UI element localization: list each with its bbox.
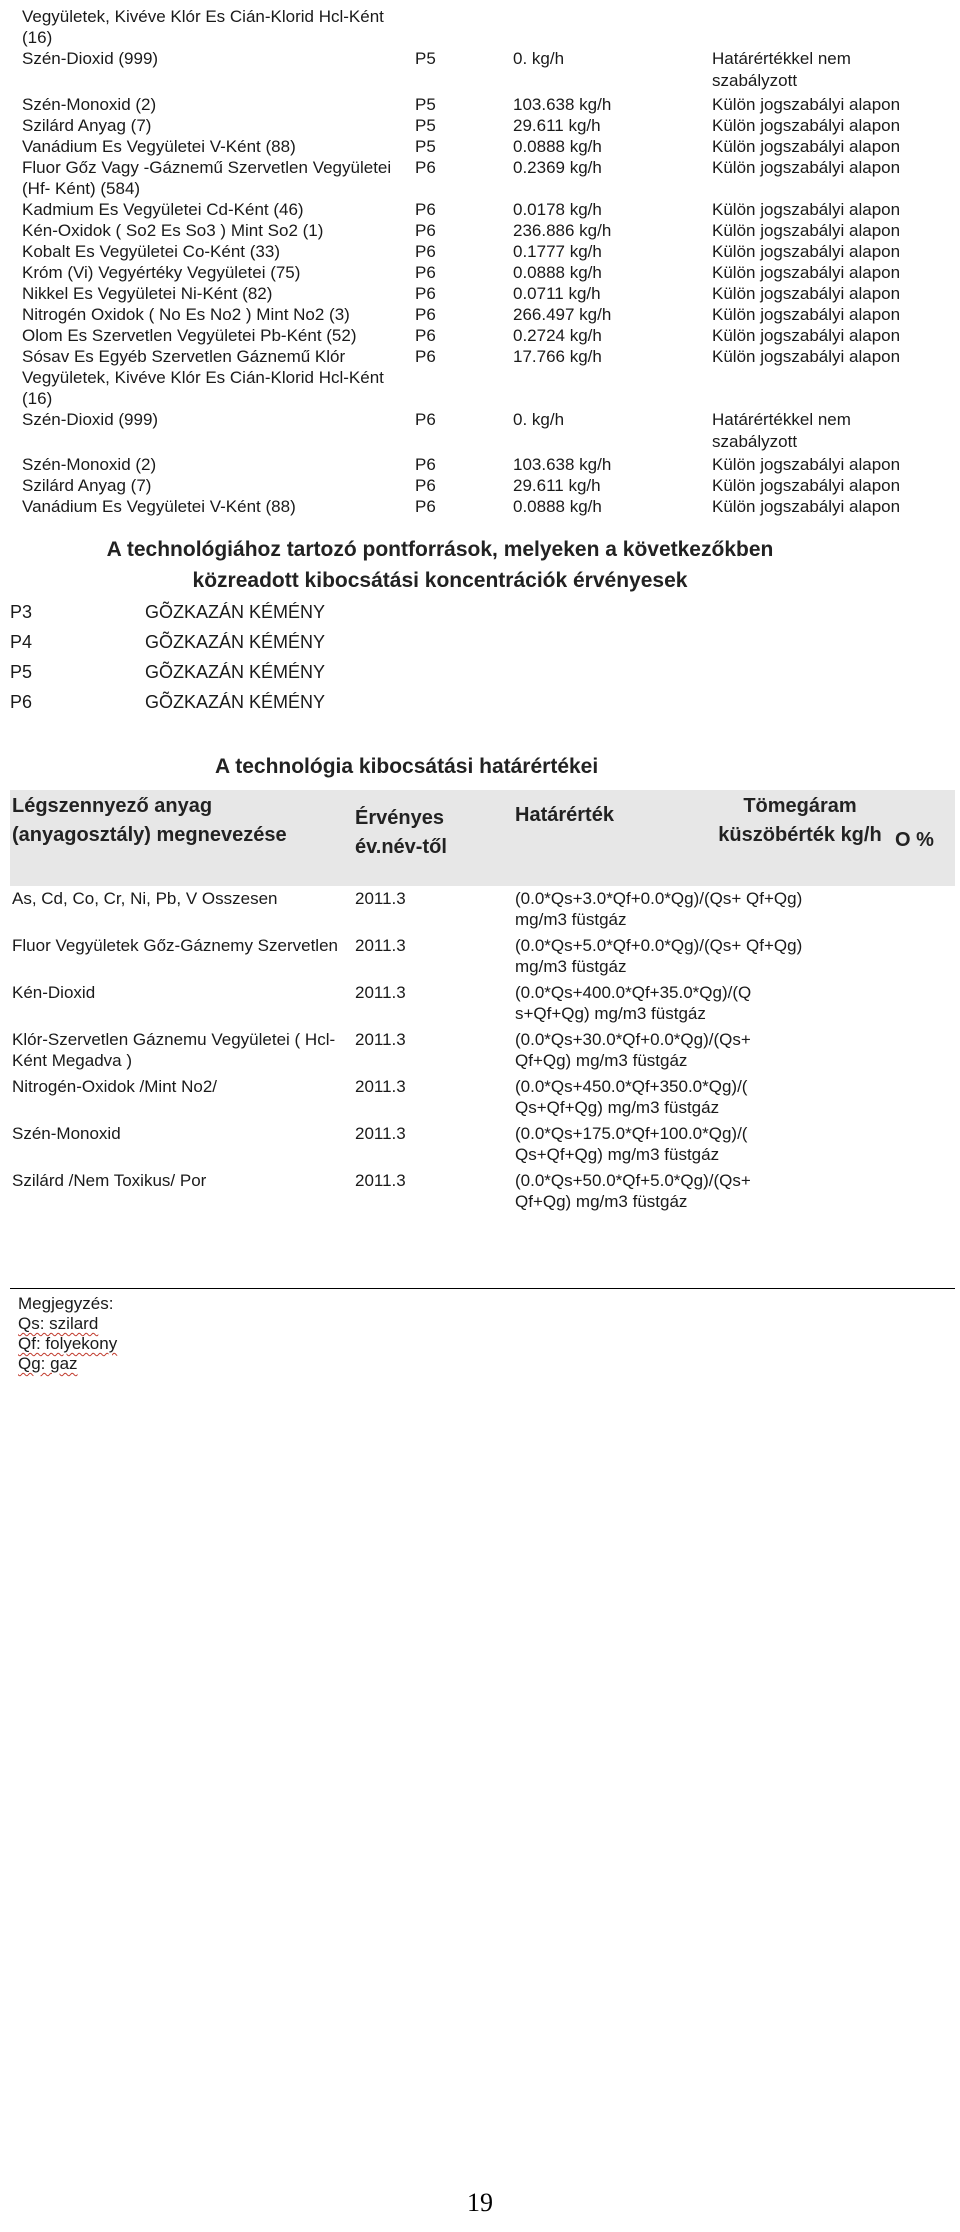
emission-value: 103.638 kg/h	[513, 95, 612, 114]
emission-row	[22, 136, 942, 157]
emission-row	[22, 262, 942, 283]
emission-row	[22, 115, 942, 136]
emission-row	[22, 475, 942, 496]
emission-point: P5	[415, 49, 436, 68]
emission-value: 0. kg/h	[513, 49, 565, 68]
emission-value: 29.611 kg/h	[513, 116, 601, 135]
emission-row	[22, 409, 942, 454]
emission-pollutant: Króm (Vi) Vegyértéky Vegyületei (75)	[22, 263, 301, 282]
emission-point: P6	[415, 242, 436, 261]
emission-basis: Külön jogszabályi alapon	[712, 497, 901, 516]
emission-value: 29.611 kg/h	[513, 476, 601, 495]
header-o2: O %	[895, 829, 934, 851]
limit-valid-from: 2011.3	[355, 889, 406, 908]
emission-value: 0.0888 kg/h	[513, 263, 602, 282]
page-number: 19	[467, 2188, 493, 2217]
emission-point: P6	[415, 158, 436, 177]
emission-point: P6	[415, 326, 436, 345]
limits-row	[10, 933, 955, 980]
limits-table-body	[10, 886, 955, 1215]
header-limit: Határérték	[515, 804, 614, 826]
emission-pollutant: Olom Es Szervetlen Vegyületei Pb-Ként (52)	[22, 326, 357, 345]
limit-pollutant: Nitrogén-Oxidok /Mint No2/	[12, 1077, 218, 1096]
emission-point: P5	[415, 95, 436, 114]
emission-pollutant: Szén-Dioxid (999)	[22, 49, 159, 68]
limit-valid-from: 2011.3	[355, 1030, 406, 1049]
point-source-row	[10, 662, 510, 692]
emission-value: 0.2369 kg/h	[513, 158, 602, 177]
emission-row	[22, 241, 942, 262]
point-source-id: P4	[10, 632, 33, 652]
emission-pollutant: Szén-Dioxid (999)	[22, 410, 159, 429]
emission-point: P6	[415, 476, 436, 495]
emission-point: P6	[415, 497, 436, 516]
emission-point: P5	[415, 116, 436, 135]
emission-row	[22, 220, 942, 241]
limit-pollutant: As, Cd, Co, Cr, Ni, Pb, V Osszesen	[12, 889, 278, 908]
emission-pollutant: Fluor Gőz Vagy -Gáznemű Szervetlen Vegyületei (Hf- Ként) (584)	[22, 158, 392, 198]
header-pollutant: Légszennyező anyag (anyagosztály) megnevezése	[12, 795, 287, 846]
limits-row	[10, 1074, 955, 1121]
point-source-name: GÕZKAZÁN KÉMÉNY	[145, 662, 326, 682]
emission-row	[22, 304, 942, 325]
note-lines	[10, 1314, 955, 1374]
emission-basis: Külön jogszabályi alapon	[712, 326, 901, 345]
limit-formula: (0.0*Qs+3.0*Qf+0.0*Qg)/(Qs+ Qf+Qg) mg/m3 füstgáz	[515, 889, 803, 929]
limit-pollutant: Szilárd /Nem Toxikus/ Por	[12, 1171, 207, 1190]
limits-table-header	[10, 790, 955, 886]
emission-basis: Külön jogszabályi alapon	[712, 137, 901, 156]
emission-value: 0.0888 kg/h	[513, 497, 602, 516]
emission-value: 17.766 kg/h	[513, 347, 602, 366]
point-source-row	[10, 692, 510, 722]
emission-pollutant: Szén-Monoxid (2)	[22, 95, 157, 114]
emission-point: P6	[415, 221, 436, 240]
limit-formula: (0.0*Qs+5.0*Qf+0.0*Qg)/(Qs+ Qf+Qg) mg/m3 füstgáz	[515, 936, 803, 976]
limit-valid-from: 2011.3	[355, 983, 406, 1002]
emission-point: P6	[415, 410, 436, 429]
emission-basis: Külön jogszabályi alapon	[712, 242, 901, 261]
emission-row	[22, 496, 942, 517]
emission-basis: Határértékkel nem szabályzott	[712, 410, 851, 451]
limits-table	[10, 790, 955, 1215]
emission-row	[22, 48, 942, 94]
limits-row	[10, 1121, 955, 1168]
emission-pollutant: Vanádium Es Vegyületei V-Ként (88)	[22, 497, 296, 516]
limits-heading: A technológia kibocsátási határértékei	[215, 755, 599, 778]
emission-pollutant: Sósav Es Egyéb Szervetlen Gáznemű Klór Vegyületek, Kivéve Klór Es Cián-Klorid Hcl-Ként (16)	[22, 347, 384, 408]
emission-pollutant: Kadmium Es Vegyületei Cd-Ként (46)	[22, 200, 304, 219]
limit-formula: (0.0*Qs+450.0*Qf+350.0*Qg)/( Qs+Qf+Qg) mg/m3 füstgáz	[515, 1077, 748, 1117]
emission-value: 236.886 kg/h	[513, 221, 612, 240]
emission-pollutant: Vanádium Es Vegyületei V-Ként (88)	[22, 137, 296, 156]
limit-pollutant: Klór-Szervetlen Gáznemu Vegyületei ( Hcl-Ként Megadva )	[12, 1030, 336, 1070]
limits-row	[10, 980, 955, 1027]
emission-value: 0.2724 kg/h	[513, 326, 602, 345]
emission-value: 0. kg/h	[513, 410, 565, 429]
header-valid-from: Érvényes év.név-től	[355, 807, 447, 858]
limit-formula: (0.0*Qs+30.0*Qf+0.0*Qg)/(Qs+ Qf+Qg) mg/m3 füstgáz	[515, 1030, 751, 1070]
note-line: Qg: gaz	[18, 1354, 78, 1373]
limit-pollutant: Szén-Monoxid	[12, 1124, 121, 1143]
point-sources-heading-line1: A technológiához tartozó pontforrások, melyeken a következőkben	[106, 538, 774, 561]
emission-row	[22, 157, 942, 199]
emission-value: 0.1777 kg/h	[513, 242, 602, 261]
point-sources-heading-line2: közreadott kibocsátási koncentrációk érvényesek	[192, 569, 688, 592]
emission-point: P6	[415, 284, 436, 303]
limit-formula: (0.0*Qs+400.0*Qf+35.0*Qg)/(Q s+Qf+Qg) mg/m3 füstgáz	[515, 983, 752, 1023]
emission-point: P6	[415, 455, 436, 474]
emission-row	[22, 199, 942, 220]
emission-basis: Külön jogszabályi alapon	[712, 347, 901, 366]
limits-row	[10, 1168, 955, 1215]
note-section	[10, 1288, 955, 1374]
emission-point: P6	[415, 347, 436, 366]
limits-row	[10, 886, 955, 933]
point-source-id: P6	[10, 692, 33, 712]
emission-pollutant: Nitrogén Oxidok ( No Es No2 ) Mint No2 (3)	[22, 305, 350, 324]
emission-value: 103.638 kg/h	[513, 455, 612, 474]
emission-basis: Külön jogszabályi alapon	[712, 95, 901, 114]
emission-value: 0.0888 kg/h	[513, 137, 602, 156]
point-source-name: GÕZKAZÁN KÉMÉNY	[145, 692, 326, 712]
point-source-id: P5	[10, 662, 33, 682]
limit-valid-from: 2011.3	[355, 1077, 406, 1096]
emission-basis: Külön jogszabályi alapon	[712, 263, 901, 282]
emission-basis: Külön jogszabályi alapon	[712, 284, 901, 303]
limit-valid-from: 2011.3	[355, 1171, 406, 1190]
emission-basis: Külön jogszabályi alapon	[712, 305, 901, 324]
emission-value: 266.497 kg/h	[513, 305, 612, 324]
emission-point: P6	[415, 305, 436, 324]
emission-pollutant: Kén-Oxidok ( So2 Es So3 ) Mint So2 (1)	[22, 221, 324, 240]
note-line: Qf: folyekony	[18, 1334, 118, 1353]
emission-row	[22, 94, 942, 115]
emission-value: 0.0711 kg/h	[513, 284, 601, 303]
emission-basis: Külön jogszabályi alapon	[712, 116, 901, 135]
emission-row	[22, 346, 942, 409]
emission-point: P6	[415, 200, 436, 219]
emission-pollutant: Kobalt Es Vegyületei Co-Ként (33)	[22, 242, 280, 261]
emission-basis: Külön jogszabályi alapon	[712, 158, 901, 177]
emission-basis: Határértékkel nem szabályzott	[712, 49, 851, 90]
limits-row	[10, 1027, 955, 1074]
point-source-row	[10, 602, 510, 632]
point-source-id: P3	[10, 602, 33, 622]
emission-pollutant: Nikkel Es Vegyületei Ni-Ként (82)	[22, 284, 273, 303]
point-sources-heading	[40, 534, 840, 596]
point-sources-list	[10, 602, 510, 722]
emission-pollutant: Szén-Monoxid (2)	[22, 455, 157, 474]
emission-row	[22, 6, 942, 48]
emission-pollutant: Szilárd Anyag (7)	[22, 116, 152, 135]
limit-valid-from: 2011.3	[355, 1124, 406, 1143]
emission-pollutant: Vegyületek, Kivéve Klór Es Cián-Klorid Hcl-Ként (16)	[22, 7, 384, 47]
emission-row	[22, 283, 942, 304]
emission-basis: Külön jogszabályi alapon	[712, 221, 901, 240]
limit-formula: (0.0*Qs+50.0*Qf+5.0*Qg)/(Qs+ Qf+Qg) mg/m3 füstgáz	[515, 1171, 751, 1211]
emission-point: P5	[415, 137, 436, 156]
limit-pollutant: Kén-Dioxid	[12, 983, 96, 1002]
point-source-row	[10, 632, 510, 662]
emission-row	[22, 454, 942, 475]
header-threshold: Tömegáram küszöbérték kg/h	[718, 795, 882, 846]
limit-valid-from: 2011.3	[355, 936, 406, 955]
emission-value: 0.0178 kg/h	[513, 200, 602, 219]
emission-row	[22, 325, 942, 346]
emission-basis: Külön jogszabályi alapon	[712, 200, 901, 219]
emission-basis: Külön jogszabályi alapon	[712, 455, 901, 474]
emission-pollutant: Szilárd Anyag (7)	[22, 476, 152, 495]
point-source-name: GÕZKAZÁN KÉMÉNY	[145, 632, 326, 652]
limit-pollutant: Fluor Vegyületek Gőz-Gáznemy Szervetlen	[12, 936, 338, 955]
emission-basis: Külön jogszabályi alapon	[712, 476, 901, 495]
emission-point: P6	[415, 263, 436, 282]
point-source-name: GÕZKAZÁN KÉMÉNY	[145, 602, 326, 622]
note-title: Megjegyzés:	[18, 1294, 114, 1313]
limit-formula: (0.0*Qs+175.0*Qf+100.0*Qg)/( Qs+Qf+Qg) mg/m3 füstgáz	[515, 1124, 748, 1164]
note-line: Qs: szilard	[18, 1314, 99, 1333]
